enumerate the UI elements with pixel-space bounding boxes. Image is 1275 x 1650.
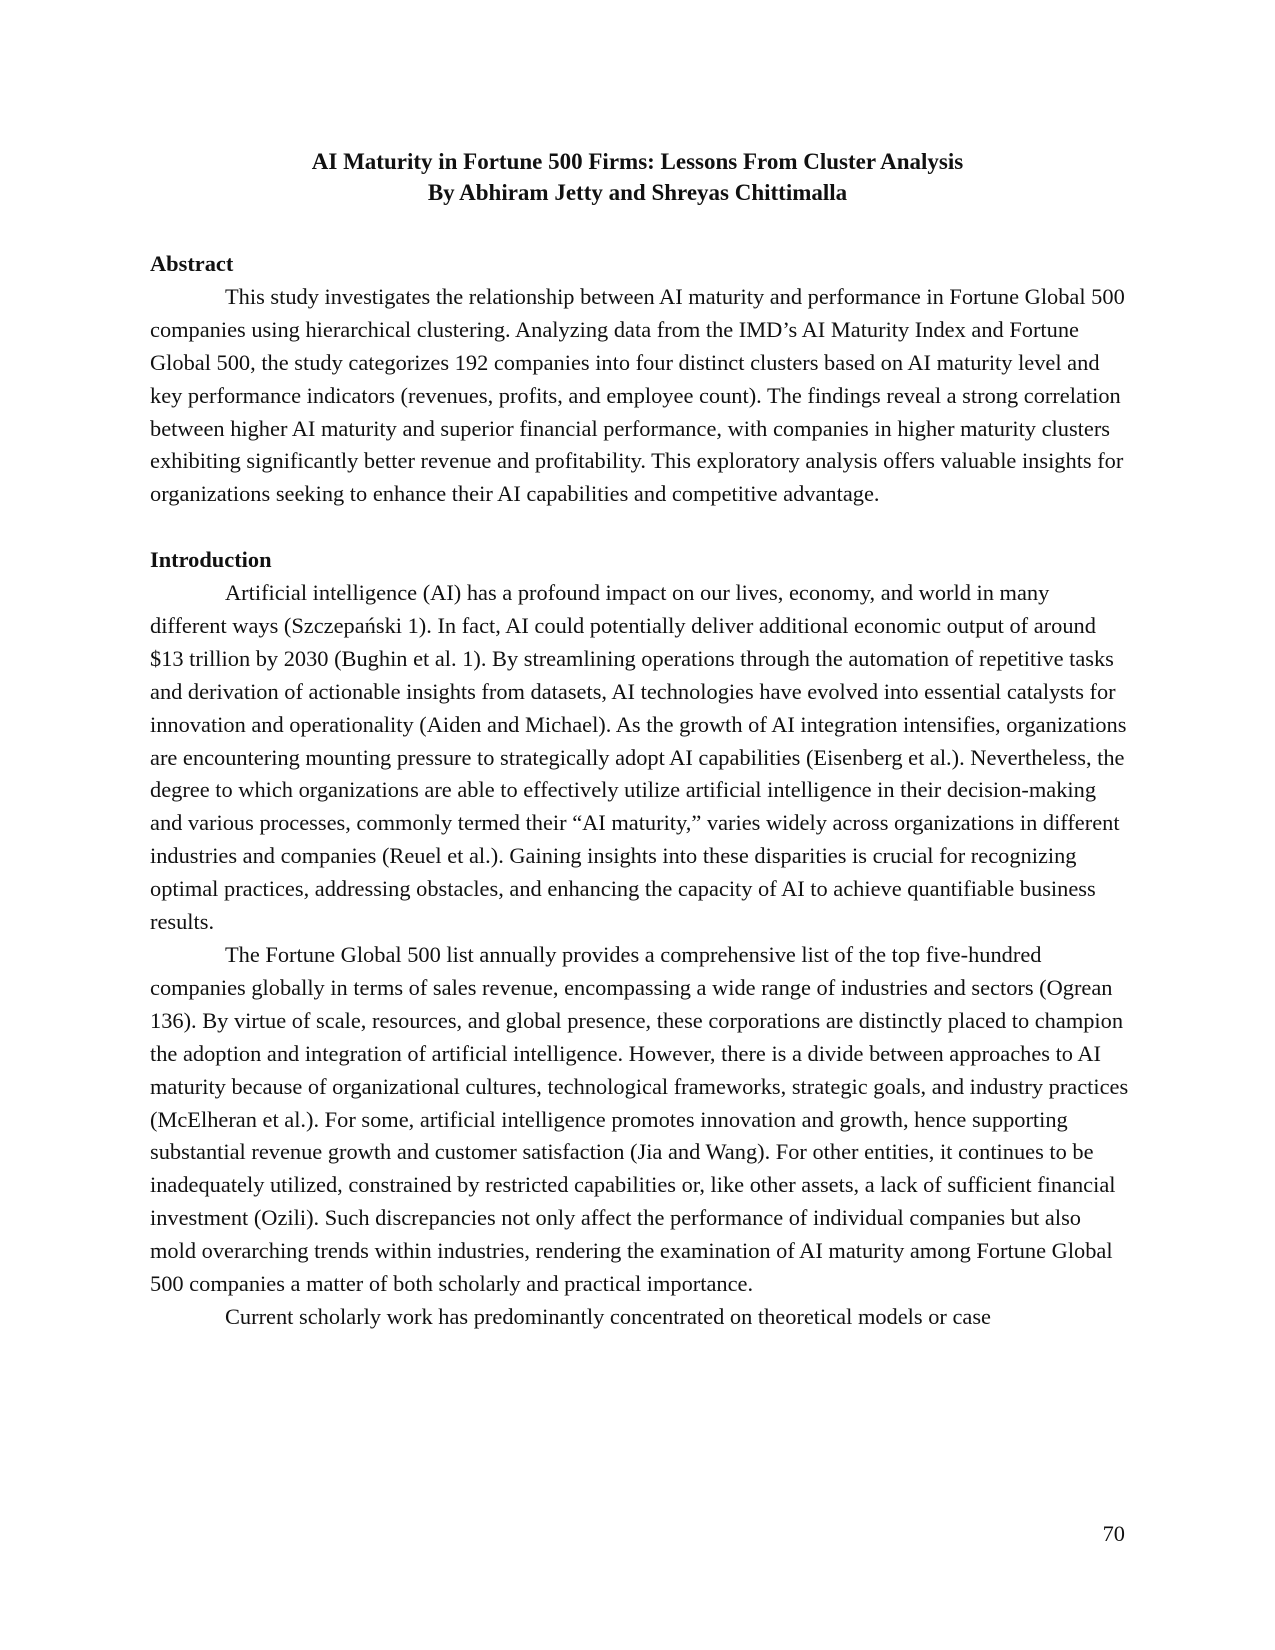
introduction-paragraph-1: Artificial intelligence (AI) has a profound impact on our lives, economy, and world in many different ways (Szczepański 1). In fact, AI could potentially deliver additional economic output of around $13 trillion by 2030 (Bughin et al. 1). By streamlining operations through the automation of repetitive tasks and derivation of actionable insights from datasets, AI technologies have evolved into essential catalysts for innovation and operationality (Aiden and Michael). As the growth of AI integration intensifies, organizations are encountering mounting pressure to strategically adopt AI capabilities (Eisenberg et al.). Nevertheless, the degree to which organizations are able to effectively utilize artificial intelligence in their decision-making and various processes, commonly termed their “AI maturity,” varies widely across organizations in different industries and companies (Reuel et al.). Gaining insights into these disparities is crucial for recognizing optimal practices, addressing obstacles, and enhancing the capacity of AI to achieve quantifiable business results. [150,580,1127,935]
paper-title: AI Maturity in Fortune 500 Firms: Lessons From Cluster Analysis [311,149,964,174]
introduction-paragraph-3: Current scholarly work has predominantly concentrated on theoretical models or case [225,1303,991,1329]
page-number: 70 [1102,1521,1125,1546]
introduction-paragraph-2: The Fortune Global 500 list annually provides a comprehensive list of the top five-hundred companies globally in terms of sales revenue, encompassing a wide range of industries and sectors (Ogrean 136). By virtue of scale, resources, and global presence, these corporations are distinctly placed to champion the adoption and integration of artificial intelligence. However, there is a divide between approaches to AI maturity because of organizational cultures, technological frameworks, strategic goals, and industry practices (McElheran et al.). For some, artificial intelligence promotes innovation and growth, hence supporting substantial revenue growth and customer satisfaction (Jia and Wang). For other entities, it continues to be inadequately utilized, constrained by restricted capabilities or, like other assets, a lack of sufficient financial investment (Ozili). Such discrepancies not only affect the performance of individual companies but also mold overarching trends within industries, rendering the examination of AI maturity among Fortune Global 500 companies a matter of both scholarly and practical importance. [150,942,1129,1297]
title-block [150,146,1125,208]
paper-byline: By Abhiram Jetty and Shreyas Chittimalla [427,180,848,205]
abstract-heading: Abstract [150,251,234,276]
paper-body [150,248,1130,1334]
section-gap [150,511,1130,544]
introduction-heading: Introduction [150,547,272,573]
abstract-paragraph: This study investigates the relationship between AI maturity and performance in Fortune Global 500 companies using hierarchical clustering. Analyzing data from the IMD’s AI Maturity Index and Fortune Global 500, the study categorizes 192 companies into four distinct clusters based on AI maturity level and key performance indicators (revenues, profits, and employee count). The findings reveal a strong correlation between higher AI maturity and superior financial performance, with companies in higher maturity clusters exhibiting significantly better revenue and profitability. This exploratory analysis offers valuable insights for organizations seeking to enhance their AI capabilities and competitive advantage. [150,283,1125,507]
